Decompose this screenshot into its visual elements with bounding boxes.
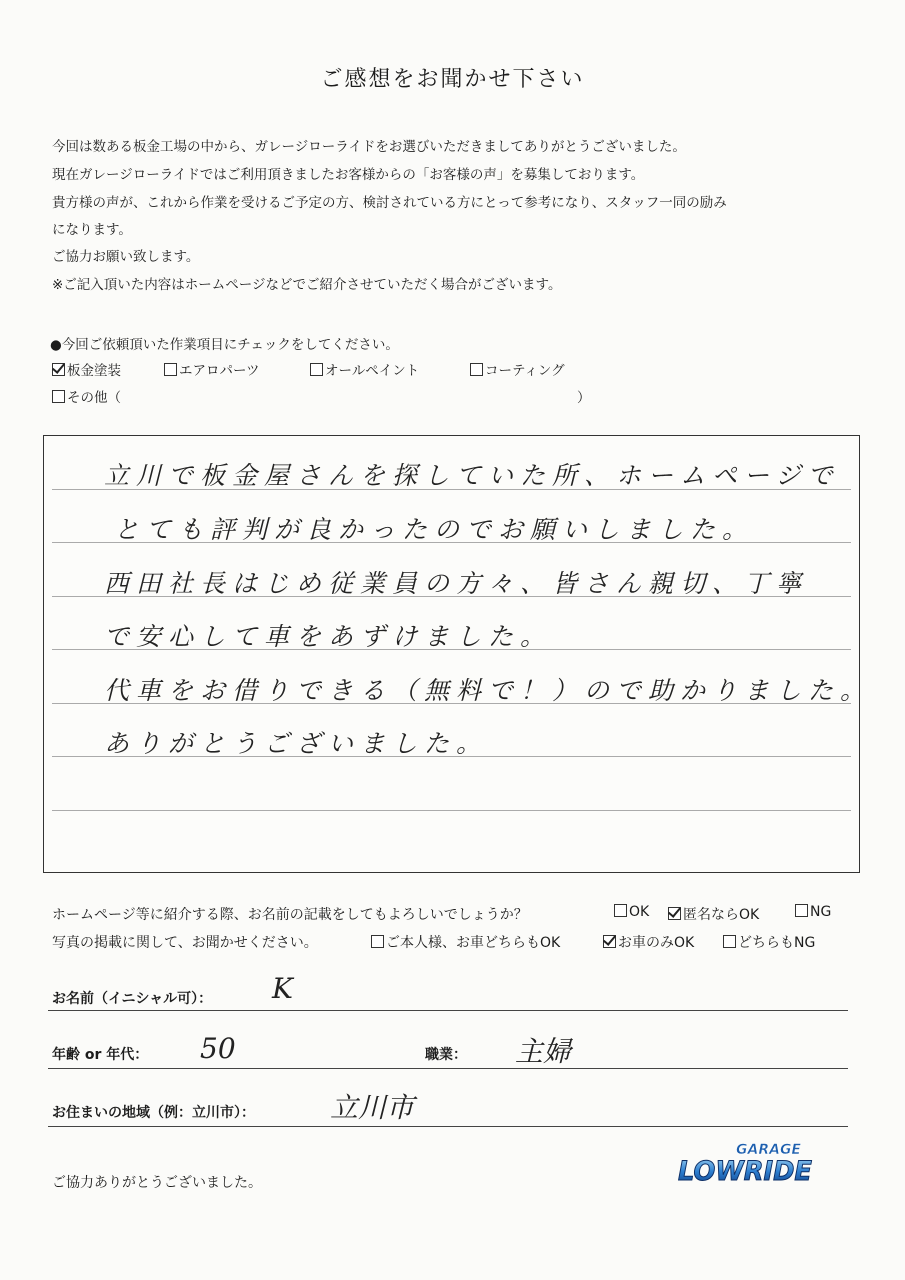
checkbox-icon[interactable] bbox=[371, 935, 384, 948]
job-value[interactable]: 主婦 bbox=[515, 1035, 572, 1068]
checkbox-icon[interactable] bbox=[310, 363, 323, 376]
svg-text:GARAGE: GARAGE bbox=[736, 1142, 801, 1158]
work-option-aero[interactable]: エアロパーツ bbox=[164, 359, 259, 379]
checkbox-checked-icon[interactable] bbox=[603, 935, 616, 948]
age-value[interactable]: 50 bbox=[200, 1032, 236, 1065]
work-option-coating[interactable]: コーティング bbox=[470, 359, 565, 379]
intro-line-4: になります。 bbox=[52, 222, 132, 238]
area-value[interactable]: 立川市 bbox=[330, 1091, 415, 1124]
svg-text:LOWRIDE: LOWRIDE bbox=[678, 1156, 813, 1187]
intro-line-5: ご協力お願い致します。 bbox=[52, 249, 200, 265]
work-option-allpaint[interactable]: オールペイント bbox=[310, 359, 419, 379]
checkbox-icon[interactable] bbox=[164, 363, 177, 376]
comment-line-5: 代車をお借りできる（無料で！）ので助かりました。 bbox=[104, 676, 873, 705]
thanks-text: ご協力ありがとうございました。 bbox=[52, 1175, 262, 1191]
garage-lowride-logo bbox=[676, 1138, 816, 1190]
intro-line-6: ※ご記入頂いた内容はホームページなどでご紹介させていただく場合がございます。 bbox=[52, 277, 562, 293]
comment-line-1: 立川で板金屋さんを探していた所、ホームページで bbox=[104, 461, 840, 490]
comment-line-6: ありがとうございました。 bbox=[104, 729, 489, 758]
intro-line-3: 貴方様の声が、これから作業を受けるご予定の方、検討されている方にとって参考になり、スタッフ一同の励み bbox=[52, 195, 727, 211]
name-option-anonymous[interactable]: 匿名ならOK bbox=[668, 904, 759, 924]
checkbox-checked-icon[interactable] bbox=[668, 907, 681, 920]
checkbox-checked-icon[interactable] bbox=[52, 363, 65, 376]
area-label: お住まいの地域（例：立川市）： bbox=[52, 1105, 255, 1121]
name-option-ok[interactable]: OK bbox=[614, 904, 649, 920]
intro-line-2: 現在ガレージローライドではご利用頂きましたお客様からの「お客様の声」を募集しております。 bbox=[52, 167, 645, 183]
checkbox-icon[interactable] bbox=[614, 904, 627, 917]
checkbox-icon[interactable] bbox=[723, 935, 736, 948]
checkbox-icon[interactable] bbox=[52, 390, 65, 403]
name-label: お名前（イニシャル可）： bbox=[52, 991, 213, 1007]
checkbox-icon[interactable] bbox=[470, 363, 483, 376]
name-option-ng[interactable]: NG bbox=[795, 904, 831, 920]
name-value[interactable]: K bbox=[272, 972, 293, 1005]
work-option-other-close: ） bbox=[577, 390, 591, 406]
page-title: ご感想をお聞かせ下さい bbox=[320, 67, 585, 92]
comment-box[interactable] bbox=[43, 435, 873, 873]
photo-option-none[interactable]: どちらもNG bbox=[723, 932, 815, 952]
comment-line-2: とても評判が良かったのでお願いしました。 bbox=[114, 515, 755, 544]
comment-line-3: 西田社長はじめ従業員の方々、皆さん親切、丁寧 bbox=[104, 569, 809, 598]
intro-line-1: 今回は数ある板金工場の中から、ガレージローライドをお選びいただきましてありがとうございました。 bbox=[52, 139, 686, 155]
comment-line-4: で安心して車をあずけました。 bbox=[104, 622, 553, 651]
checkbox-icon[interactable] bbox=[795, 904, 808, 917]
photo-option-both[interactable]: ご本人様、お車どちらもOK bbox=[371, 932, 560, 952]
job-label: 職業： bbox=[425, 1047, 467, 1063]
age-label: 年齢 or 年代： bbox=[52, 1047, 149, 1063]
work-items-prompt: ●今回ご依頼頂いた作業項目にチェックをしてください。 bbox=[50, 337, 399, 353]
work-option-bankin[interactable]: 板金塗装 bbox=[52, 359, 121, 379]
photo-option-car-only[interactable]: お車のみOK bbox=[603, 932, 694, 952]
work-option-other[interactable]: その他（ bbox=[52, 386, 121, 406]
name-permission-question: ホームページ等に紹介する際、お名前の記載をしてもよろしいでしょうか？ bbox=[52, 907, 528, 923]
photo-permission-question: 写真の掲載に関して、お聞かせください。 bbox=[52, 935, 318, 951]
